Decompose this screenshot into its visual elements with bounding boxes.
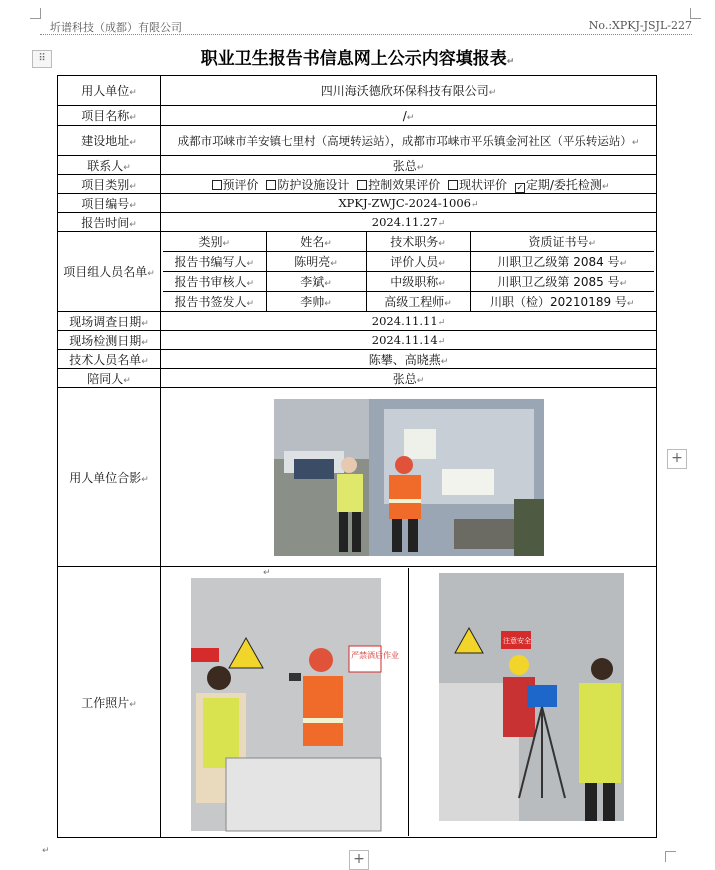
escort-value: 张总↵ (161, 369, 657, 388)
checked-checkbox-icon[interactable]: ✓ (516, 182, 524, 192)
team-name: 陈明亮↵ (266, 252, 366, 272)
row-team (58, 232, 657, 312)
row-contact (58, 156, 657, 175)
parked-car (294, 459, 334, 479)
row-project-number (58, 194, 657, 213)
team-role: 报告书签发人↵ (163, 292, 266, 312)
employer-label: 用人单位↵ (58, 76, 161, 106)
notice-board (404, 429, 436, 459)
checkbox-icon[interactable] (266, 180, 276, 190)
report-date-value: 2024.11.27↵ (161, 213, 657, 232)
team-title: 中级职称↵ (366, 272, 470, 292)
warning-sign-text: 注意安全 (503, 637, 531, 645)
employer-value: 四川海沃德欣环保科技有限公司↵ (161, 76, 657, 106)
survey-date-label: 现场调查日期↵ (58, 312, 161, 331)
row-group-photo (58, 388, 657, 567)
header-doc-number: No.:XPKJ-JSJL-227 (588, 19, 692, 32)
group-photo-label: 用人单位合影↵ (58, 388, 161, 567)
row-address (58, 126, 657, 156)
survey-date-value: 2024.11.11↵ (161, 312, 657, 331)
tech-staff-label: 技术人员名单↵ (58, 350, 161, 369)
row-report-date (58, 213, 657, 232)
row-test-date (58, 331, 657, 350)
header-company: 圻谱科技（成都）有限公司 (50, 21, 182, 34)
contact-value: 张总↵ (161, 156, 657, 175)
work-photo-1[interactable] (191, 578, 399, 831)
work-photo-right-cell (409, 568, 655, 836)
row-category (58, 175, 657, 194)
team-role: 报告书编写人↵ (163, 252, 266, 272)
category-options: 预评价 防护设施设计 控制效果评价 现状评价 ✓ 定期/委托检测↵ (161, 175, 657, 194)
project-number-value: XPKJ-ZWJC-2024-1006↵ (161, 194, 657, 213)
group-photo[interactable] (274, 399, 544, 556)
add-row-button[interactable]: + (349, 850, 369, 870)
shrubs (514, 499, 544, 556)
checkbox-icon[interactable] (212, 180, 222, 190)
team-header-cell: 资质证书号↵ (470, 232, 654, 252)
project-number-label: 项目编号↵ (58, 194, 161, 213)
test-date-label: 现场检测日期↵ (58, 331, 161, 350)
team-table (163, 232, 654, 311)
row-work-photos (58, 567, 657, 838)
add-column-button[interactable]: + (667, 449, 687, 469)
category-option[interactable]: ✓ 定期/委托检测 (516, 177, 602, 192)
team-table-cell (161, 232, 657, 312)
prohibition-sign-text: 严禁酒后作业 (350, 651, 399, 660)
address-value: 成都市邛崃市羊安镇七里村（高埂转运站），成都市邛崃市平乐镇金河社区（平乐转运站）↵ (161, 126, 657, 156)
document-title: 职业卫生报告书信息网上公示内容填报表↵ (200, 49, 515, 69)
row-employer (58, 76, 657, 106)
category-label: 项目类别↵ (58, 175, 161, 194)
team-name: 李斌↵ (266, 272, 366, 292)
category-option[interactable]: 防护设施设计 (262, 178, 349, 192)
page-header (40, 18, 692, 35)
poster-board (442, 469, 494, 495)
team-header-cell: 类别↵ (163, 232, 266, 252)
tech-staff-value: 陈攀、高晓燕↵ (161, 350, 657, 369)
row-project-name (58, 106, 657, 126)
team-cert: 川职卫乙级第 2084 号↵ (470, 252, 654, 272)
row-tech-staff (58, 350, 657, 369)
paragraph-mark: ↵ (42, 846, 50, 856)
team-title: 评价人员↵ (366, 252, 470, 272)
group-photo-cell (161, 388, 657, 567)
row-survey-date (58, 312, 657, 331)
work-photo-2[interactable] (439, 573, 624, 821)
escort-label: 陪同人↵ (58, 369, 161, 388)
checkbox-icon[interactable] (448, 180, 458, 190)
team-title: 高级工程师↵ (366, 292, 470, 312)
electrical-cabinet (226, 758, 381, 831)
team-header-cell: 姓名↵ (266, 232, 366, 252)
team-cert: 川职卫乙级第 2085 号↵ (470, 272, 654, 292)
form-table (57, 75, 657, 838)
row-escort (58, 369, 657, 388)
report-date-label: 报告时间↵ (58, 213, 161, 232)
team-header-cell: 技术职务↵ (366, 232, 470, 252)
checkbox-icon[interactable] (357, 180, 367, 190)
project-name-label: 项目名称↵ (58, 106, 161, 126)
category-option[interactable]: 预评价 (208, 178, 259, 192)
test-date-value: 2024.11.14↵ (161, 331, 657, 350)
work-photo-left-cell: ↵ 严禁酒后作业 (163, 568, 409, 836)
team-label: 项目组人员名单↵ (58, 232, 161, 312)
category-option[interactable]: 现状评价 (444, 178, 507, 192)
work-photo-label: 工作照片↵ (58, 567, 161, 838)
team-role: 报告书审核人↵ (163, 272, 266, 292)
team-name: 李帅↵ (266, 292, 366, 312)
team-row (163, 292, 654, 312)
team-cert: 川职（检）20210189 号↵ (470, 292, 654, 312)
team-header-row (163, 232, 654, 252)
team-row (163, 272, 654, 292)
team-row (163, 252, 654, 272)
work-photos-cell (161, 567, 657, 838)
table-move-handle[interactable]: ⠿ (32, 50, 52, 68)
category-option[interactable]: 控制效果评价 (353, 178, 440, 192)
concrete-block (454, 519, 514, 549)
address-label: 建设地址↵ (58, 126, 161, 156)
project-name-value: /↵ (161, 106, 657, 126)
contact-label: 联系人↵ (58, 156, 161, 175)
warning-sign-small (191, 648, 219, 662)
crop-mark-bottom-right (665, 851, 676, 862)
